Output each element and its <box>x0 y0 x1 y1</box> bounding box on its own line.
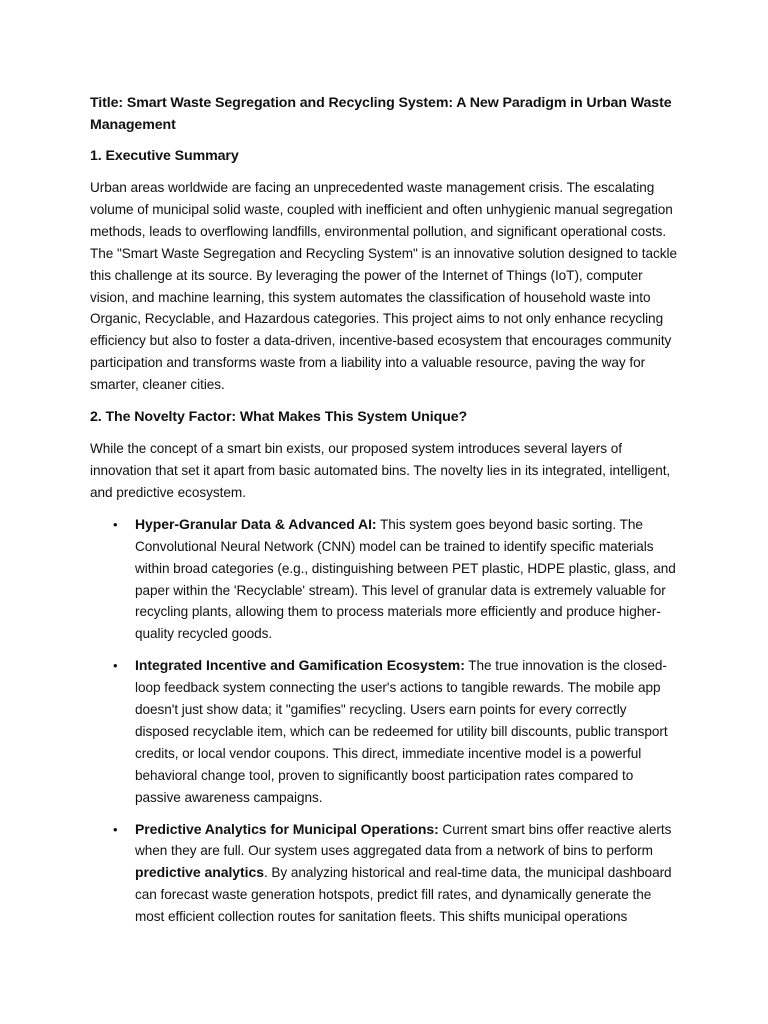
section-heading-executive-summary: 1. Executive Summary <box>90 148 239 164</box>
novelty-intro-paragraph: While the concept of a smart bin exists, our proposed system introduces several layers of innovation that set it apart from basic automated bins. The novelty lies in its integrated, intelligent, and predictive ecosystem. <box>90 441 671 500</box>
document-title: Title: Smart Waste Segregation and Recycling System: A New Paradigm in Urban Waste Management <box>90 95 672 133</box>
bullet-icon: • <box>113 821 118 837</box>
bullet-term: Predictive Analytics for Municipal Operations: <box>135 820 439 837</box>
bullet-item-hyper-granular-data <box>90 514 680 645</box>
section-heading-novelty-factor: 2. The Novelty Factor: What Makes This System Unique? <box>90 409 468 426</box>
executive-summary-paragraph: Urban areas worldwide are facing an unprecedented waste management crisis. The escalating volume of municipal solid waste, coupled with inefficient and often unhygienic manual segregation methods, leads to overflowing landfills, environmental pollution, and significant operational costs. The "Smart Waste Segregation and Recycling System" is an innovative solution designed to tackle this challenge at its source. By leveraging the power of the Internet of Things (IoT), computer vision, and machine learning, this system automates the classification of household waste into Organic, Recyclable, and Hazardous categories. This project aims to not only enhance recycling efficiency but also to foster a data-driven, incentive-based ecosystem that encourages community participation and transforms waste from a liability into a valuable resource, paving the way for smarter, cleaner cities. <box>90 180 677 393</box>
bullet-item-predictive-analytics <box>90 819 680 929</box>
bullet-emphasis: predictive analytics <box>135 864 264 881</box>
novelty-bullet-list <box>90 514 680 928</box>
bullet-text: The true innovation is the closed-loop feedback system connecting the user's actions to tangible rewards. The mobile app doesn't just show data; it "gamifies" recycling. Users earn points for every correctly disposed recyclable item, which can be redeemed for utility bill discounts, public transport credits, or local vendor coupons. This direct, immediate incentive model is a powerful behavioral change tool, proven to significantly boost participation rates compared to passive awareness campaigns. <box>135 658 668 805</box>
bullet-text-before: Current smart bins offer reactive alerts when they are full. Our system uses aggregated data from a network of bins to perform <box>135 821 672 859</box>
bullet-icon: • <box>113 658 118 674</box>
bullet-item-incentive-gamification <box>90 655 680 808</box>
bullet-text-after: . By analyzing historical and real-time data, the municipal dashboard can forecast waste generation hotspots, predict fill rates, and dynamically generate the most efficient collection routes for sanitation fleets. This shifts municipal operations <box>135 865 672 925</box>
bullet-term: Hyper-Granular Data & Advanced AI: <box>135 515 377 532</box>
bullet-icon: • <box>113 516 118 532</box>
bullet-text: This system goes beyond basic sorting. The Convolutional Neural Network (CNN) model can be trained to identify specific materials within broad categories (e.g., distinguishing between PET plastic, HDPE plastic, glass, and paper within the 'Recyclable' stream). This level of granular data is extremely valuable for recycling plants, allowing them to process materials more efficiently and produce higher-quality recycled goods. <box>135 516 676 642</box>
bullet-term: Integrated Incentive and Gamification Ecosystem: <box>135 657 465 674</box>
